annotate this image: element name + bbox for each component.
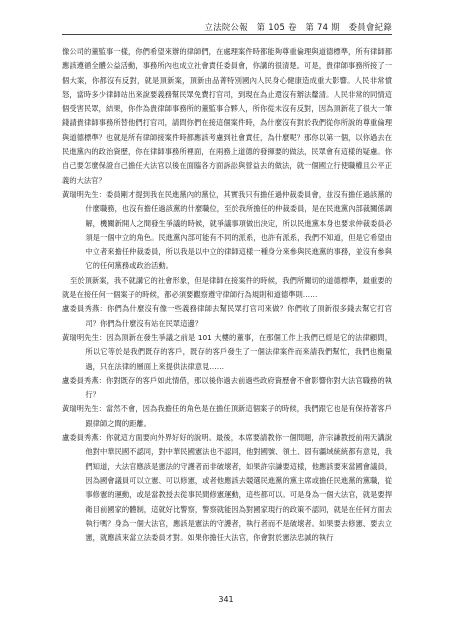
- transcript-paragraph: [62, 274, 392, 303]
- paragraph-text: 你對既存的客戶如此情借，那以後你過去前過些政府資歷會不會影響你對大法官職務的執行？: [85, 375, 393, 400]
- paragraph-text: 委員剛才提到我在民進黨內的黨位，其實我只有擔任過仲裁委員會，並沒有擔任過該黨的什麼職務，也沒有擔任過該黨的什麼職位，至於我所擔任的仲裁委員，是在民進黨內部裁關係調解，機關新開人之間發生爭議的時候，就爭議事項做出決定，所以民進黨本身也要求仲裁委員必須是一個中立的角色。民進黨內部可能有不同的派系，也許有派系，我們不知道，但是它希望由中立者來擔任仲裁委員，所以我是以中立的律師這樣一種身分來參與民進黨的事務，並沒有參與它的任何黨務或政治活動。: [85, 189, 393, 271]
- paragraph-text: 因為頂新在發生爭議之前是 101 大樓的董事，在那個工作上我們已經是它的法律顧問，所以它等於是我們既存的客戶，既存的客戶發生了一個法律案件而來請我們幫忙，我們也衡量過，只在法律的層面上來提供法律意見……: [85, 332, 392, 371]
- page-header: 立法院公報 第 105 卷 第 74 期 委員會紀錄: [204, 22, 392, 32]
- transcript-paragraph: [62, 45, 392, 188]
- paragraph-text: 你就這方面要向外界好好的說明。最後，本席要請教你一個問題，許宗謙教授前兩天講說他對中華民國不認同，對中華民國憲法也不認同，他對國號、領土、固有疆域統統都有意見，我們知道，大法官應該是憲法的守護者而非破壞者，如果許宗謙要這樣，他應該要來當國會議員，因為國會議員可以立憲、可以修憲，或者他應該去競選民進黨的黨主席或擔任民進黨的黨職，從事修憲的運動，或是當教授去從事民間修憲運動，這些都可以。可是身為一個大法官，就是要捍衛目前國家的體制，這就好比警察，警察就能因為對國家現行的政策不認同，就是在任何方面去執行嗎？身為一個大法官，應該是憲法的守護者，執行者而不是破壞者。如果要去修憲、要去立憲，就應該來當立法委員才對。如果你擔任大法官，你會對於憲法忠誠的執行: [85, 433, 393, 543]
- page-number: 341: [218, 595, 234, 604]
- paragraph-text: 你們為什麼沒有像一些義務律師去幫民眾打官司來做？你們收了頂新很多錢去幫它打官司？你們為什麼沒有站在民眾這邊？: [85, 304, 393, 328]
- speaker-label: 黃瑞明先生：: [62, 404, 107, 414]
- transcript-paragraph: [62, 431, 392, 545]
- speaker-label: 盧委員秀燕：: [62, 433, 107, 443]
- paragraph-text: 當然不會，因為我擔任的角色是在擔任頂新這個案子的時候，我們跟它也是有保持著客戶跟律師之間的距離。: [85, 404, 393, 428]
- paragraph-text: 至於頂新案，我不就講它的社會形象，但是律師在接案件的時候，我們所關切的道德標準，最重要的就是在接任何一個案子的時候，都必須要觀察遵守律師行為規則和道德準則……: [62, 275, 392, 300]
- paragraph-text: 像公司的董監事一樣，你們希望來辦的律師們，在處理案件時都能夠尊重倫理與道德標準，所有律師都應該遵循全體公益活動，事務所內也成立社會責任委員會，你講的很清楚。可是，貴律師事務所接了一個大案，你都沒有反對，就是頂新案，頂新由品菁特別國內人民身心健康造成重大影響。人民非常憤怒，當時多少律師站出來說要義務幫民眾免費打官司，到現在為止還沒有辦法釐清。人民非常的同情這個受害民眾，結果，你作為貴律師事務所的董監事合夥人，所你從未沒有反對，因為頂新花了很大一筆錢請貴律師事務所替他們打官司，請問你們在接這個案件時，為什麼沒有對於我們從你所說的尊重倫理與道德標準？也就是所有律師接案件時都應該考慮到社會責任，為什麼呢？那你以第一個，以你過去在民進黨內的政治資歷，你在律師事務所裡面，在兩務上道德的發揮要的做法，民眾會有這樣的疑慮。你自己要怎麼保證自己擔任大法官以後在面臨各方面訴訟與營益去的做法，就一個國立行使職權且公平正義的大法官？: [62, 47, 392, 185]
- transcript-paragraph: [62, 331, 392, 374]
- header-rule: [62, 34, 392, 35]
- transcript-body: [62, 45, 392, 545]
- speaker-label: 黃瑞明先生：: [62, 189, 107, 199]
- speaker-label: 黃瑞明先生：: [62, 332, 107, 342]
- transcript-paragraph: [62, 402, 392, 431]
- transcript-paragraph: [62, 302, 392, 331]
- speaker-label: 盧委員秀燕：: [62, 375, 107, 385]
- transcript-paragraph: [62, 188, 392, 274]
- speaker-label: 盧委員秀燕：: [62, 304, 108, 314]
- transcript-paragraph: [62, 374, 392, 403]
